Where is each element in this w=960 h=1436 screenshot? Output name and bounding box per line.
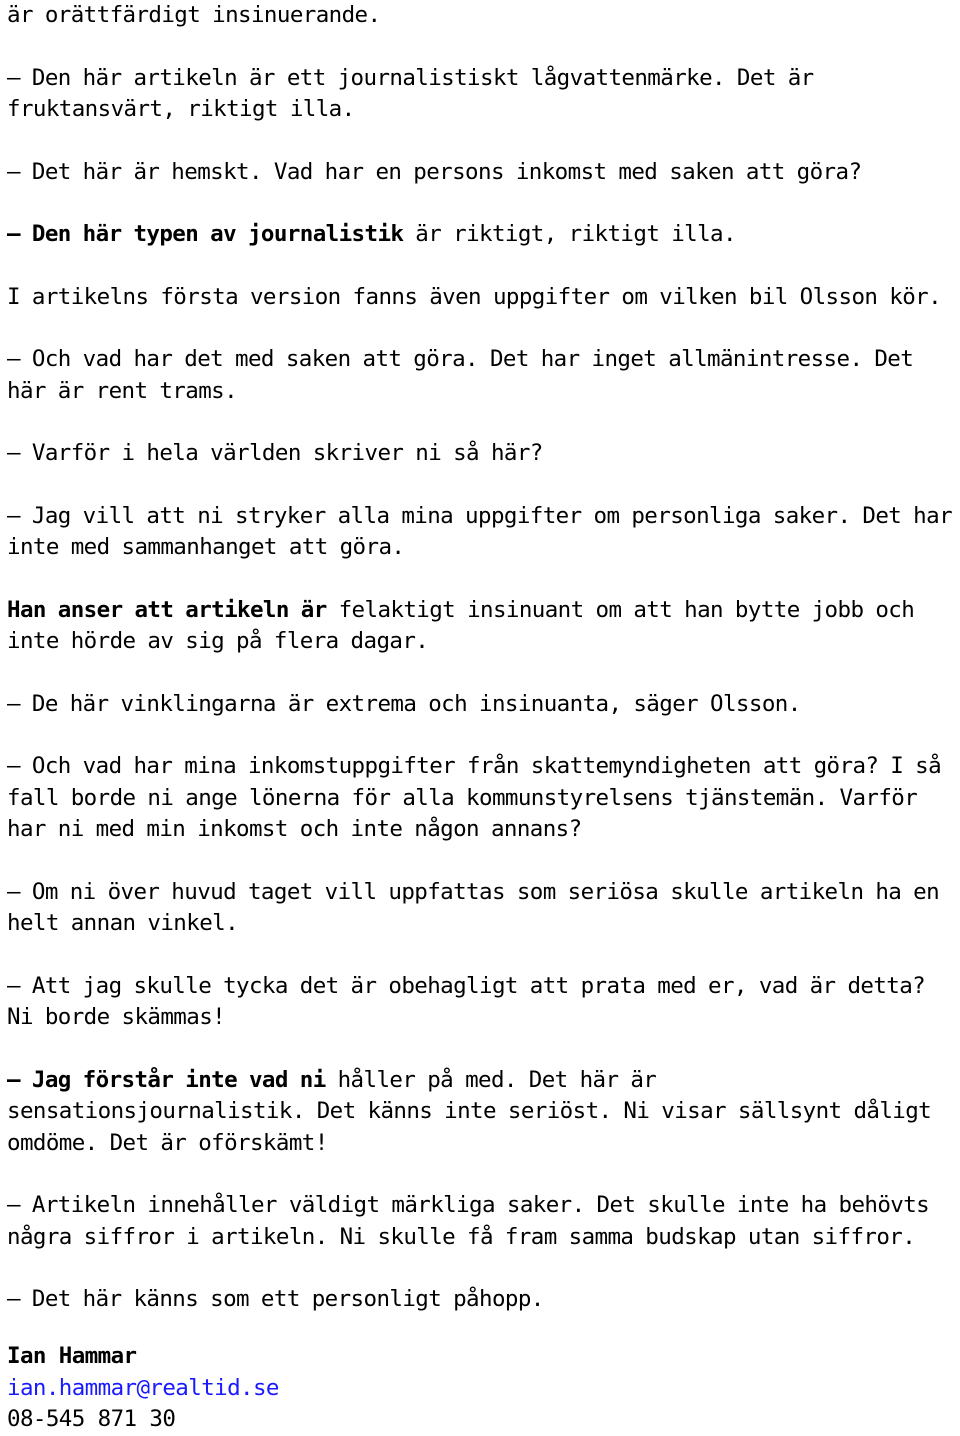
- paragraph-text: – Varför i hela världen skriver ni så här?: [7, 440, 543, 466]
- paragraph-text: – Och vad har mina inkomstuppgifter från skattemyndigheten att göra? I så fall borde ni ange lönerna för alla kommunstyrelsens tjänstemän. Varför har ni med min inkomst och inte någon annans?: [7, 753, 942, 842]
- paragraph: [7, 0, 957, 32]
- paragraph: [7, 438, 957, 470]
- paragraph-text: – Om ni över huvud taget vill uppfattas som seriösa skulle artikeln ha en helt annan vinkel.: [7, 878, 940, 936]
- paragraph: [7, 1065, 957, 1160]
- paragraph: [7, 501, 957, 564]
- paragraph-text: är orättfärdigt insinuerande.: [7, 2, 381, 28]
- paragraph-text: håller på med. Det här är sensationsjournalistik. Det känns inte seriöst. Ni visar sällsynt dåligt omdöme. Det är oförskämt!: [7, 1066, 932, 1156]
- paragraph: [7, 157, 957, 189]
- paragraph: [7, 877, 957, 940]
- paragraph: [7, 971, 957, 1034]
- paragraph: [7, 689, 957, 721]
- paragraph: [7, 1284, 957, 1316]
- paragraph-text: I artikelns första version fanns även uppgifter om vilken bil Olsson kör.: [7, 283, 942, 310]
- paragraph: [7, 344, 957, 407]
- paragraph-text: – Jag vill att ni stryker alla mina uppgifter om personliga saker. Det har inte med sammanhanget att göra.: [7, 502, 953, 560]
- paragraph-text: – Det här känns som ett personligt påhopp.: [7, 1286, 544, 1312]
- paragraph-text: – Och vad har det med saken att göra. Det har inget allmänintresse. Det här är rent trams.: [7, 346, 914, 404]
- paragraph-bold-lead: – Den här typen av journalistik: [7, 221, 404, 247]
- paragraph-bold-lead: Han anser att artikeln är: [7, 596, 327, 623]
- article-body: [7, 0, 957, 1316]
- paragraph: [7, 282, 957, 314]
- paragraph-text: felaktigt insinuant om att han bytte jobb och inte hörde av sig på flera dagar.: [7, 596, 915, 654]
- paragraph-text: – Att jag skulle tycka det är obehagligt att prata med er, vad är detta? Ni borde skämmas!: [7, 972, 926, 1030]
- paragraph: [7, 1190, 957, 1253]
- author-phone: 08-545 871 30: [7, 1406, 176, 1432]
- paragraph: [7, 63, 957, 126]
- author-email-link[interactable]: ian.hammar@realtid.se: [7, 1374, 279, 1401]
- paragraph-text: – Den här artikeln är ett journalistiskt lågvattenmärke. Det är fruktansvärt, riktigt illa.: [7, 64, 814, 122]
- paragraph-text: – De här vinklingarna är extrema och insinuanta, säger Olsson.: [7, 690, 801, 717]
- paragraph: [7, 219, 957, 251]
- author-signature: [7, 1341, 279, 1436]
- author-name: Ian Hammar: [7, 1343, 137, 1369]
- paragraph-text: är riktigt, riktigt illa.: [403, 221, 736, 247]
- paragraph: [7, 595, 957, 658]
- paragraph-bold-lead: – Jag förstår inte vad ni: [7, 1066, 326, 1093]
- paragraph-text: – Det här är hemskt. Vad har en persons inkomst med saken att göra?: [7, 158, 862, 185]
- paragraph-text: – Artikeln innehåller väldigt märkliga saker. Det skulle inte ha behövts några siffror i artikeln. Ni skulle få fram samma budskap utan siffror.: [7, 1192, 930, 1250]
- paragraph: [7, 751, 957, 846]
